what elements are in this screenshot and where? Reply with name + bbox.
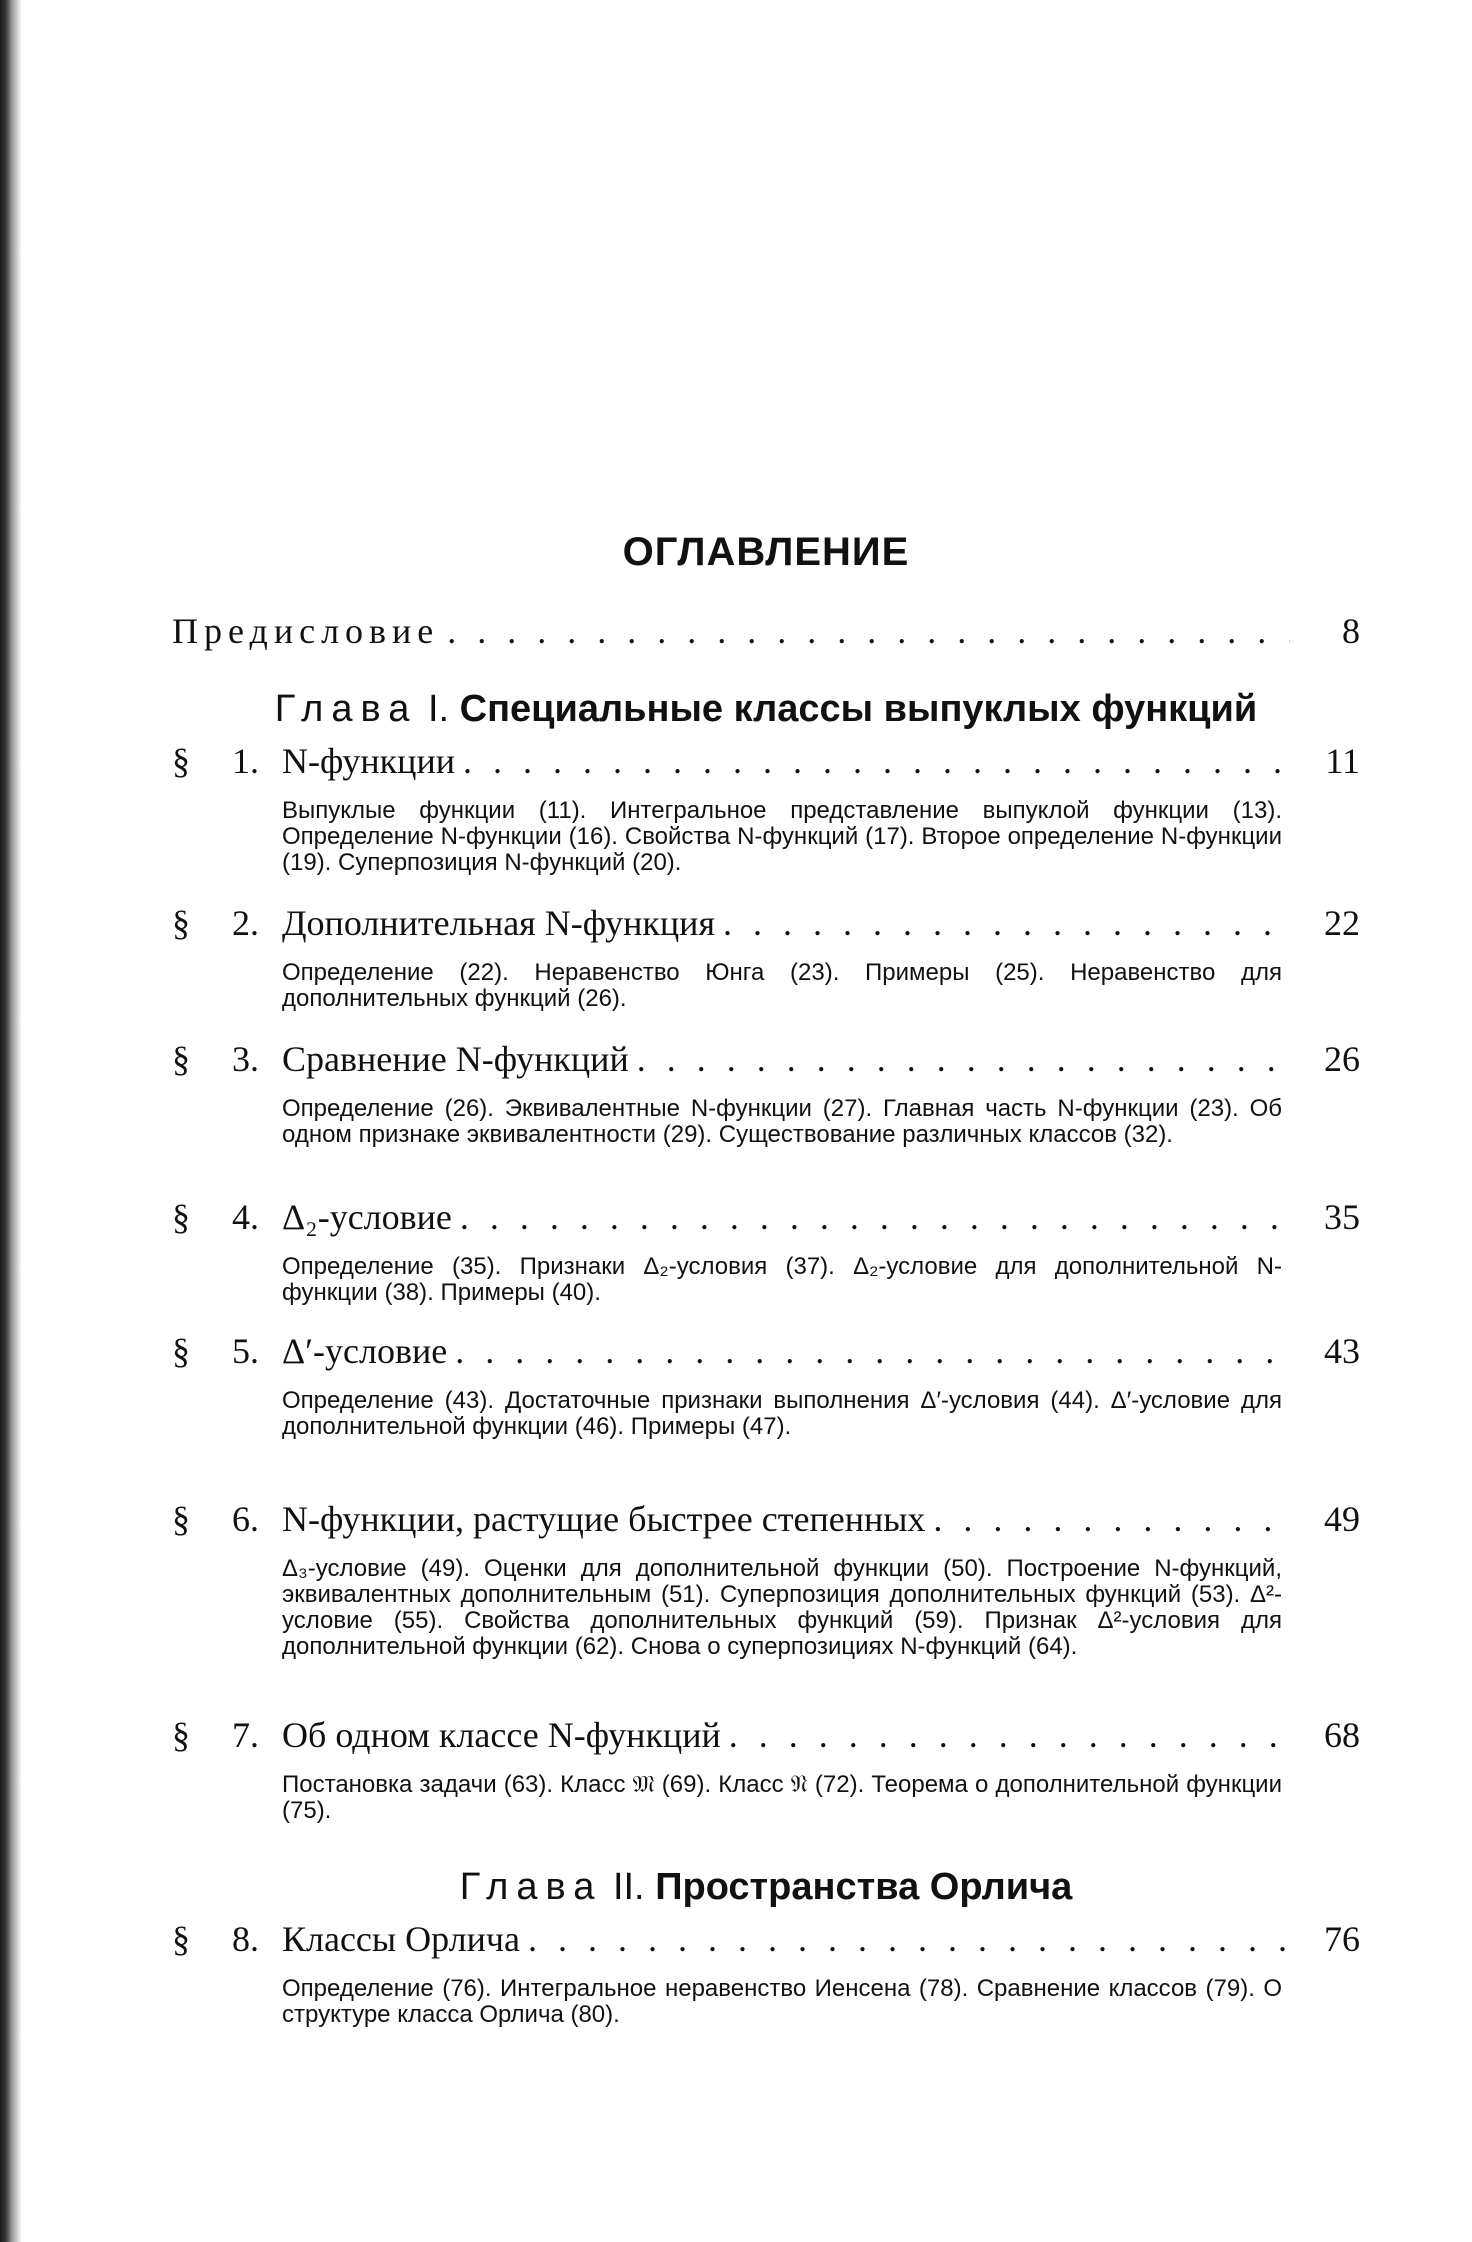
section-number: 8. [232, 1919, 259, 1959]
toc-entry-section-4[interactable] [172, 1196, 1360, 1244]
leader-dots [528, 1918, 1290, 1960]
toc-entry-section-6[interactable] [172, 1498, 1360, 1546]
preface-page: 8 [1342, 611, 1360, 651]
section-symbol: § [172, 741, 190, 781]
section-number: 7. [232, 1715, 259, 1755]
section-summary-1: Выпуклые функции (11). Интегральное представление выпуклой функции (13). Определение N-функции (16). Свойства N-функций (17). Второе определение N-функции (19). Суперпозиция N-функций (20). [282, 797, 1282, 876]
chapter-label: Глава [459, 1866, 603, 1908]
leader-dots [455, 1330, 1290, 1372]
section-symbol: § [172, 1919, 190, 1959]
leader-dots [723, 902, 1290, 944]
section-symbol: § [172, 1331, 190, 1371]
section-summary-6: Δ₃-условие (49). Оценки для дополнительной функции (50). Построение N-функций, эквивалентных дополнительным (51). Суперпозиция дополнительных функций (53). Δ²-условие (55). Свойства дополнительных функций (59). Признак Δ²-условия для дополнительной функции (62). Снова о суперпозициях N-функций (64). [282, 1555, 1282, 1660]
page-title: ОГЛАВЛЕНИЕ [622, 530, 910, 574]
leader-dots [463, 740, 1290, 782]
chapter-number: I. [427, 688, 450, 730]
leader-dots [729, 1714, 1290, 1756]
section-number: 1. [232, 741, 259, 781]
toc-entry-section-3[interactable] [172, 1038, 1360, 1086]
section-number: 5. [232, 1331, 259, 1371]
chapter-name: Пространства Орлича [655, 1866, 1073, 1908]
toc-entry-section-2[interactable] [172, 902, 1360, 950]
section-title: N-функции, растущие быстрее степенных [282, 1499, 926, 1539]
section-title: Δ′-условие [282, 1331, 448, 1371]
section-symbol: § [172, 1039, 190, 1079]
toc-entry-section-8[interactable] [172, 1918, 1360, 1966]
section-page: 49 [1324, 1499, 1360, 1539]
section-page: 76 [1324, 1919, 1360, 1959]
section-number: 4. [232, 1197, 259, 1237]
preface-label: Предисловие [172, 611, 440, 651]
toc-entry-section-5[interactable] [172, 1330, 1360, 1378]
section-summary-8: Определение (76). Интегральное неравенство Иенсена (78). Сравнение классов (79). О структуре класса Орлича (80). [282, 1975, 1282, 2028]
section-page: 26 [1324, 1039, 1360, 1079]
chapter-heading-1 [172, 688, 1360, 731]
section-title: Классы Орлича [282, 1919, 520, 1959]
table-of-contents-page [172, 0, 1360, 2242]
toc-entry-preface[interactable] [172, 610, 1360, 658]
section-summary-3: Определение (26). Эквивалентные N-функции (27). Главная часть N-функции (23). Об одном признаке эквивалентности (29). Существование различных классов (32). [282, 1095, 1282, 1148]
section-symbol: § [172, 1715, 190, 1755]
section-symbol: § [172, 1499, 190, 1539]
toc-entry-section-7[interactable] [172, 1714, 1360, 1762]
chapter-label: Глава [274, 688, 418, 730]
section-page: 22 [1324, 903, 1360, 943]
leader-dots [447, 610, 1290, 652]
section-title: Сравнение N-функций [282, 1039, 629, 1079]
section-title: Δ₂-условие [282, 1197, 452, 1237]
chapter-number: II. [612, 1866, 645, 1908]
page-binding-edge [0, 0, 22, 2242]
section-summary-4: Определение (35). Признаки Δ₂-условия (37). Δ₂-условие для дополнительной N-функции (38). Примеры (40). [282, 1253, 1282, 1306]
section-page: 35 [1324, 1197, 1360, 1237]
leader-dots [637, 1038, 1290, 1080]
chapter-name: Специальные классы выпуклых функций [459, 688, 1258, 730]
section-summary-7: Постановка задачи (63). Класс 𝔐 (69). Класс 𝔑 (72). Теорема о дополнительной функции (75). [282, 1771, 1282, 1824]
section-summary-2: Определение (22). Неравенство Юнга (23). Примеры (25). Неравенство для дополнительных функций (26). [282, 959, 1282, 1012]
section-page: 68 [1324, 1715, 1360, 1755]
section-number: 2. [232, 903, 259, 943]
section-title: Об одном классе N-функций [282, 1715, 721, 1755]
section-page: 43 [1324, 1331, 1360, 1371]
section-symbol: § [172, 1197, 190, 1237]
section-number: 3. [232, 1039, 259, 1079]
leader-dots [460, 1196, 1290, 1238]
section-page: 11 [1325, 741, 1360, 781]
chapter-heading-2 [172, 1866, 1360, 1909]
toc-entry-section-1[interactable] [172, 740, 1360, 788]
leader-dots [933, 1498, 1290, 1540]
section-symbol: § [172, 903, 190, 943]
section-summary-5: Определение (43). Достаточные признаки выполнения Δ′-условия (44). Δ′-условие для дополнительной функции (46). Примеры (47). [282, 1387, 1282, 1440]
section-title: Дополнительная N-функция [282, 903, 716, 943]
section-number: 6. [232, 1499, 259, 1539]
section-title: N-функции [282, 741, 455, 781]
